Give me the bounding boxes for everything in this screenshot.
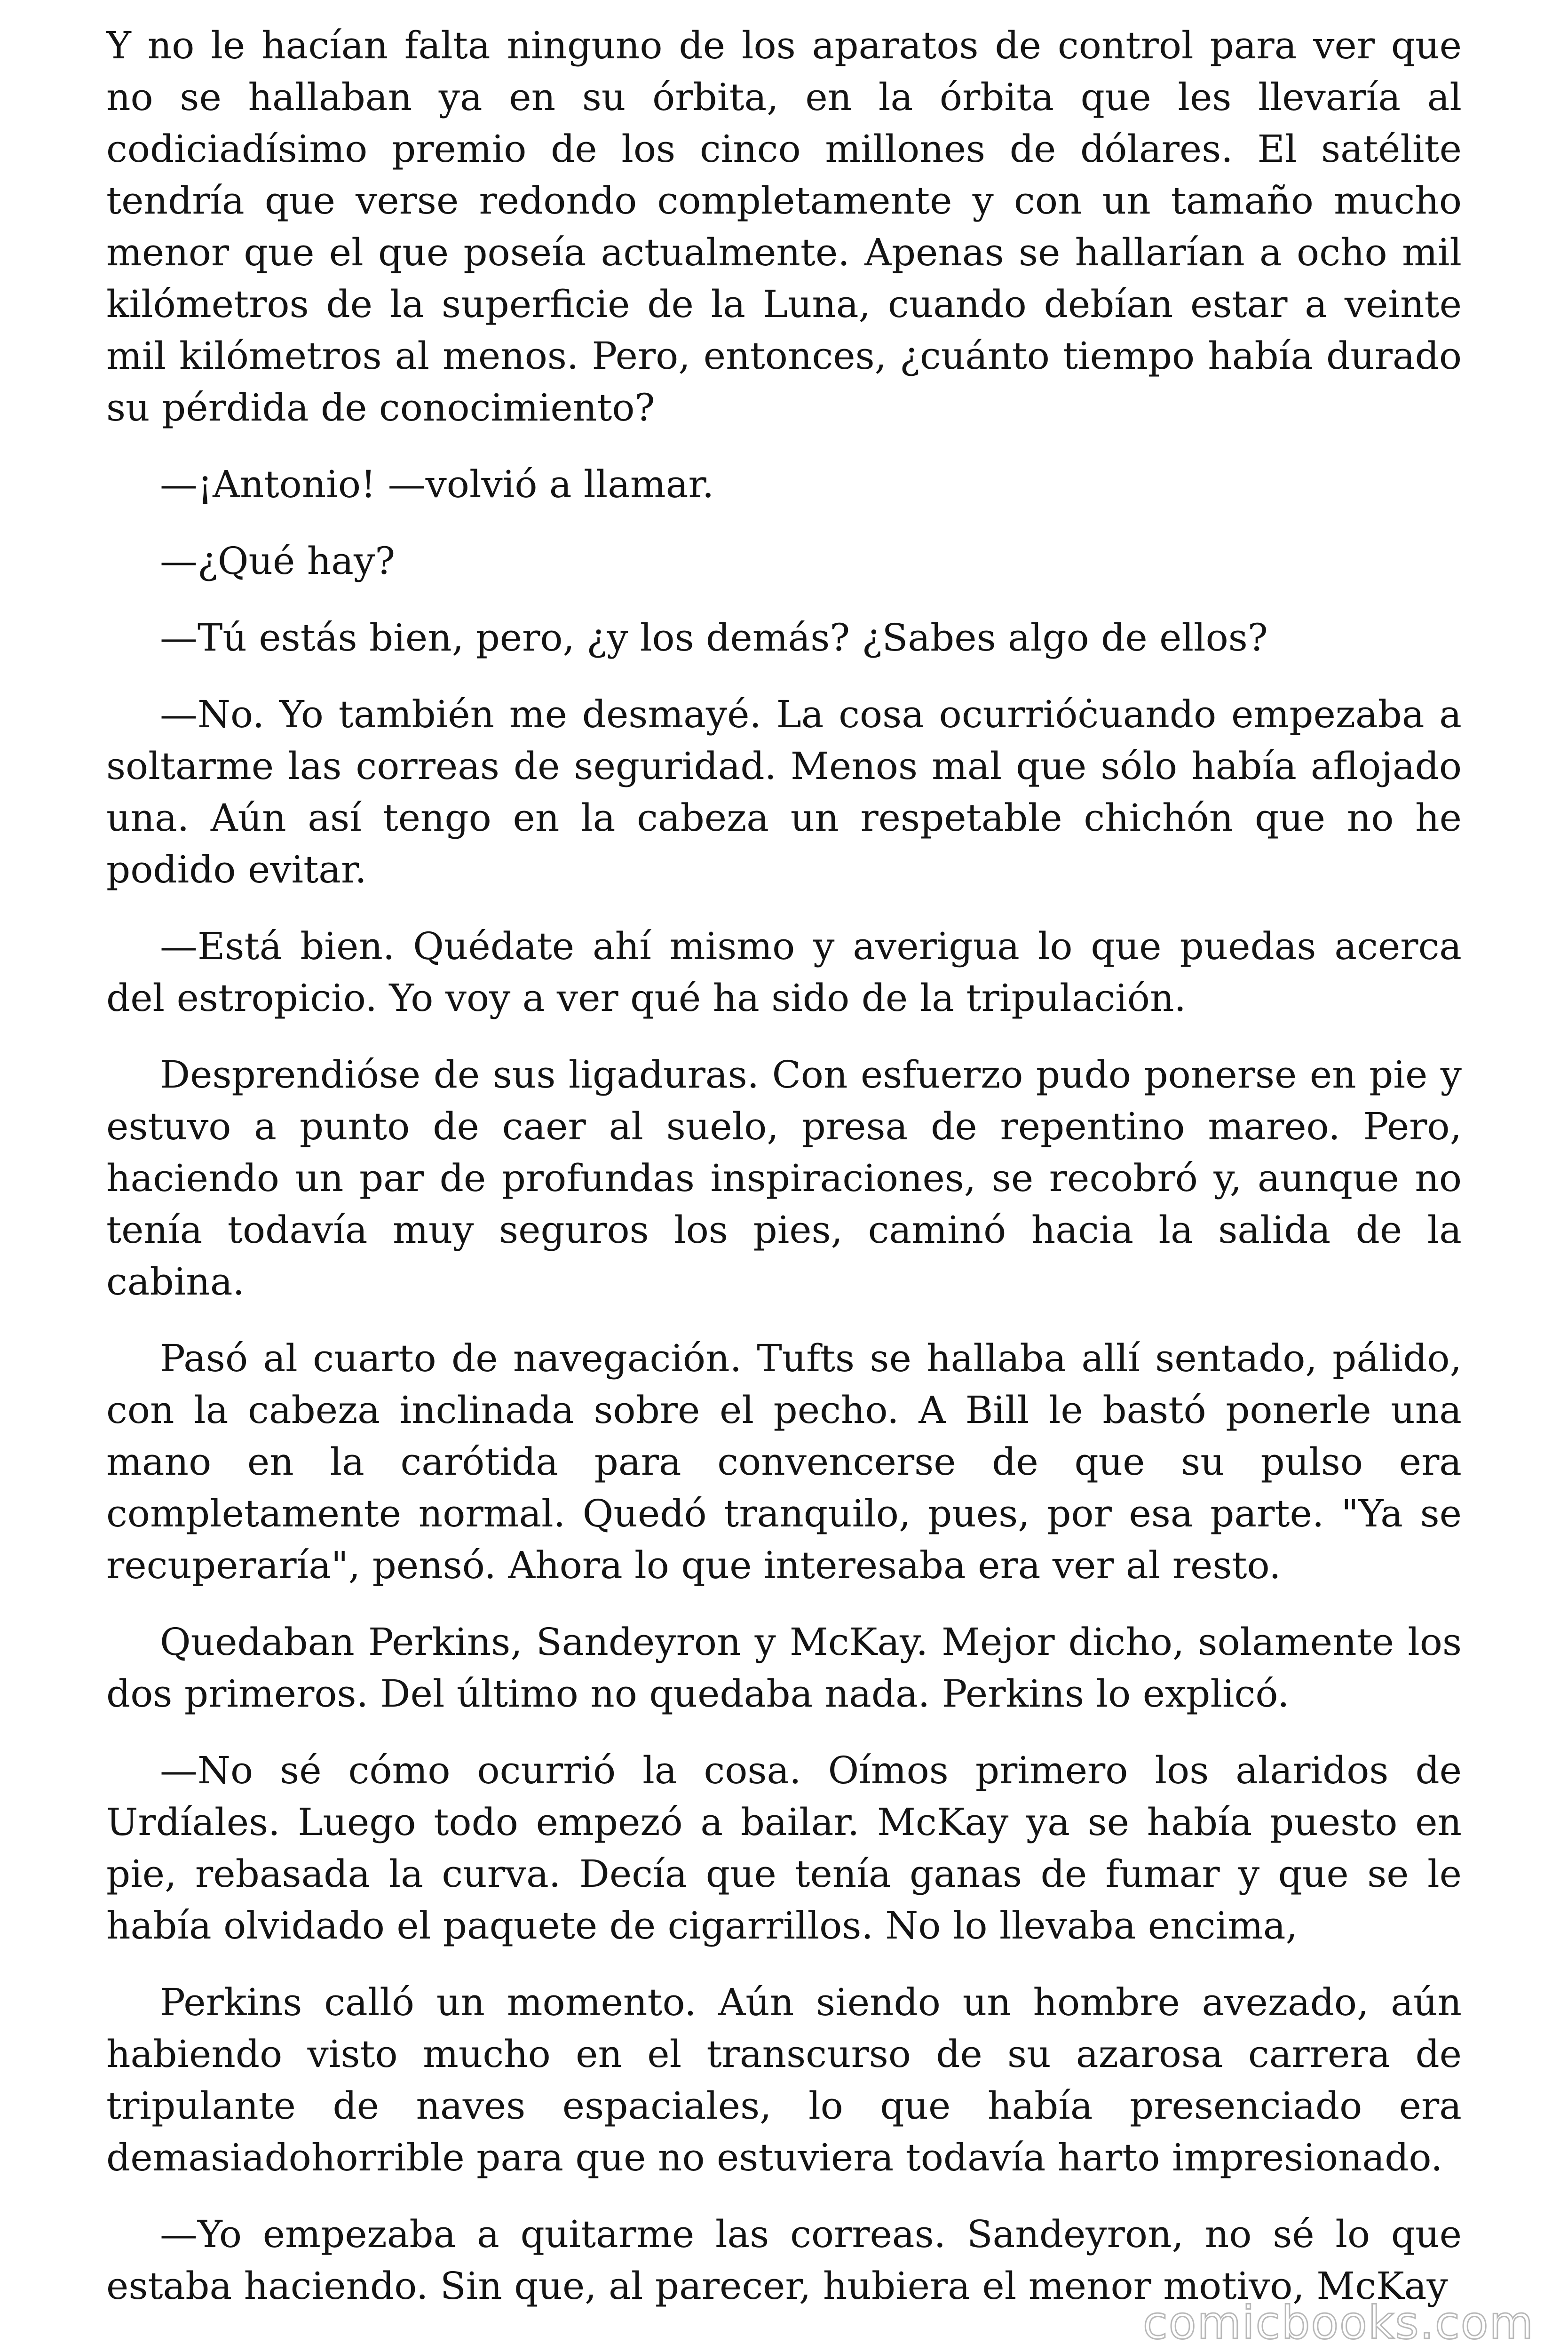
- paragraph: Pasó al cuarto de navegación. Tufts se hallaba allí sentado, pálido, con la cabeza inclinada sobre el pecho. A Bill le bastó ponerle una mano en la carótida para convencerse de que su pulso era completamente normal. Quedó tranquilo, pues, por esa parte. "Ya se recuperaría", pensó. Ahora lo que interesaba era ver al resto.: [106, 1336, 1462, 1587]
- paragraph: —Está bien. Quédate ahí mismo y averigua lo que puedas acerca del estropicio. Yo voy a ver qué ha sido de la tripulación.: [106, 924, 1462, 1020]
- book-page: [106, 20, 1462, 2325]
- paragraph: Y no le hacían falta ninguno de los aparatos de control para ver que no se hallaban ya en su órbita, en la órbita que les llevaría al codiciadísimo premio de los cinco millones de dólares. El satélite tendría que verse redondo completamente y con un tamaño mucho menor que el que poseía actualmente. Apenas se hallarían a ocho mil kilómetros de la superficie de la Luna, cuando debían estar a veinte mil kilómetros al menos. Pero, entonces, ¿cuánto tiempo había durado su pérdida de conocimiento?: [106, 24, 1462, 429]
- paragraph: —Yo empezaba a quitarme las correas. Sandeyron, no sé lo que estaba haciendo. Sin que, al parecer, hubiera el menor motivo, McKay: [106, 2212, 1462, 2308]
- paragraph: —¡Antonio! —volvió a llamar.: [160, 462, 714, 506]
- paragraph: —No. Yo también me desmayé. La cosa ocurrióċuando empezaba a soltarme las correas de seguridad. Menos mal que sólo había aflojado una. Aún así tengo en la cabeza un respetable chichón que no he podido evitar.: [106, 692, 1462, 891]
- paragraph: —Tú estás bien, pero, ¿y los demás? ¿Sabes algo de ellos?: [160, 616, 1268, 660]
- paragraph: Perkins calló un momento. Aún siendo un hombre avezado, aún habiendo visto mucho en el transcurso de su azarosa carrera de tripulante de naves espaciales, lo que había presenciado era demasiadohorrible para que no estuviera todavía harto impresionado.: [106, 1980, 1462, 2179]
- paragraph: —¿Qué hay?: [160, 539, 396, 583]
- paragraph: Quedaban Perkins, Sandeyron y McKay. Mejor dicho, solamente los dos primeros. Del último no quedaba nada. Perkins lo explicó.: [106, 1620, 1462, 1716]
- paragraph: Desprendióse de sus ligaduras. Con esfuerzo pudo ponerse en pie y estuvo a punto de caer al suelo, presa de repentino mareo. Pero, haciendo un par de profundas inspiraciones, se recobró y, aunque no tenía todavía muy seguros los pies, caminó hacia la salida de la cabina.: [106, 1053, 1462, 1303]
- watermark: comicbooks.com: [1142, 2296, 1534, 2349]
- paragraph: —No sé cómo ocurrió la cosa. Oímos primero los alaridos de Urdíales. Luego todo empezó a bailar. McKay ya se había puesto en pie, rebasada la curva. Decía que tenía ganas de fumar y que se le había olvidado el paquete de cigarrillos. No lo llevaba encima,: [106, 1748, 1462, 1947]
